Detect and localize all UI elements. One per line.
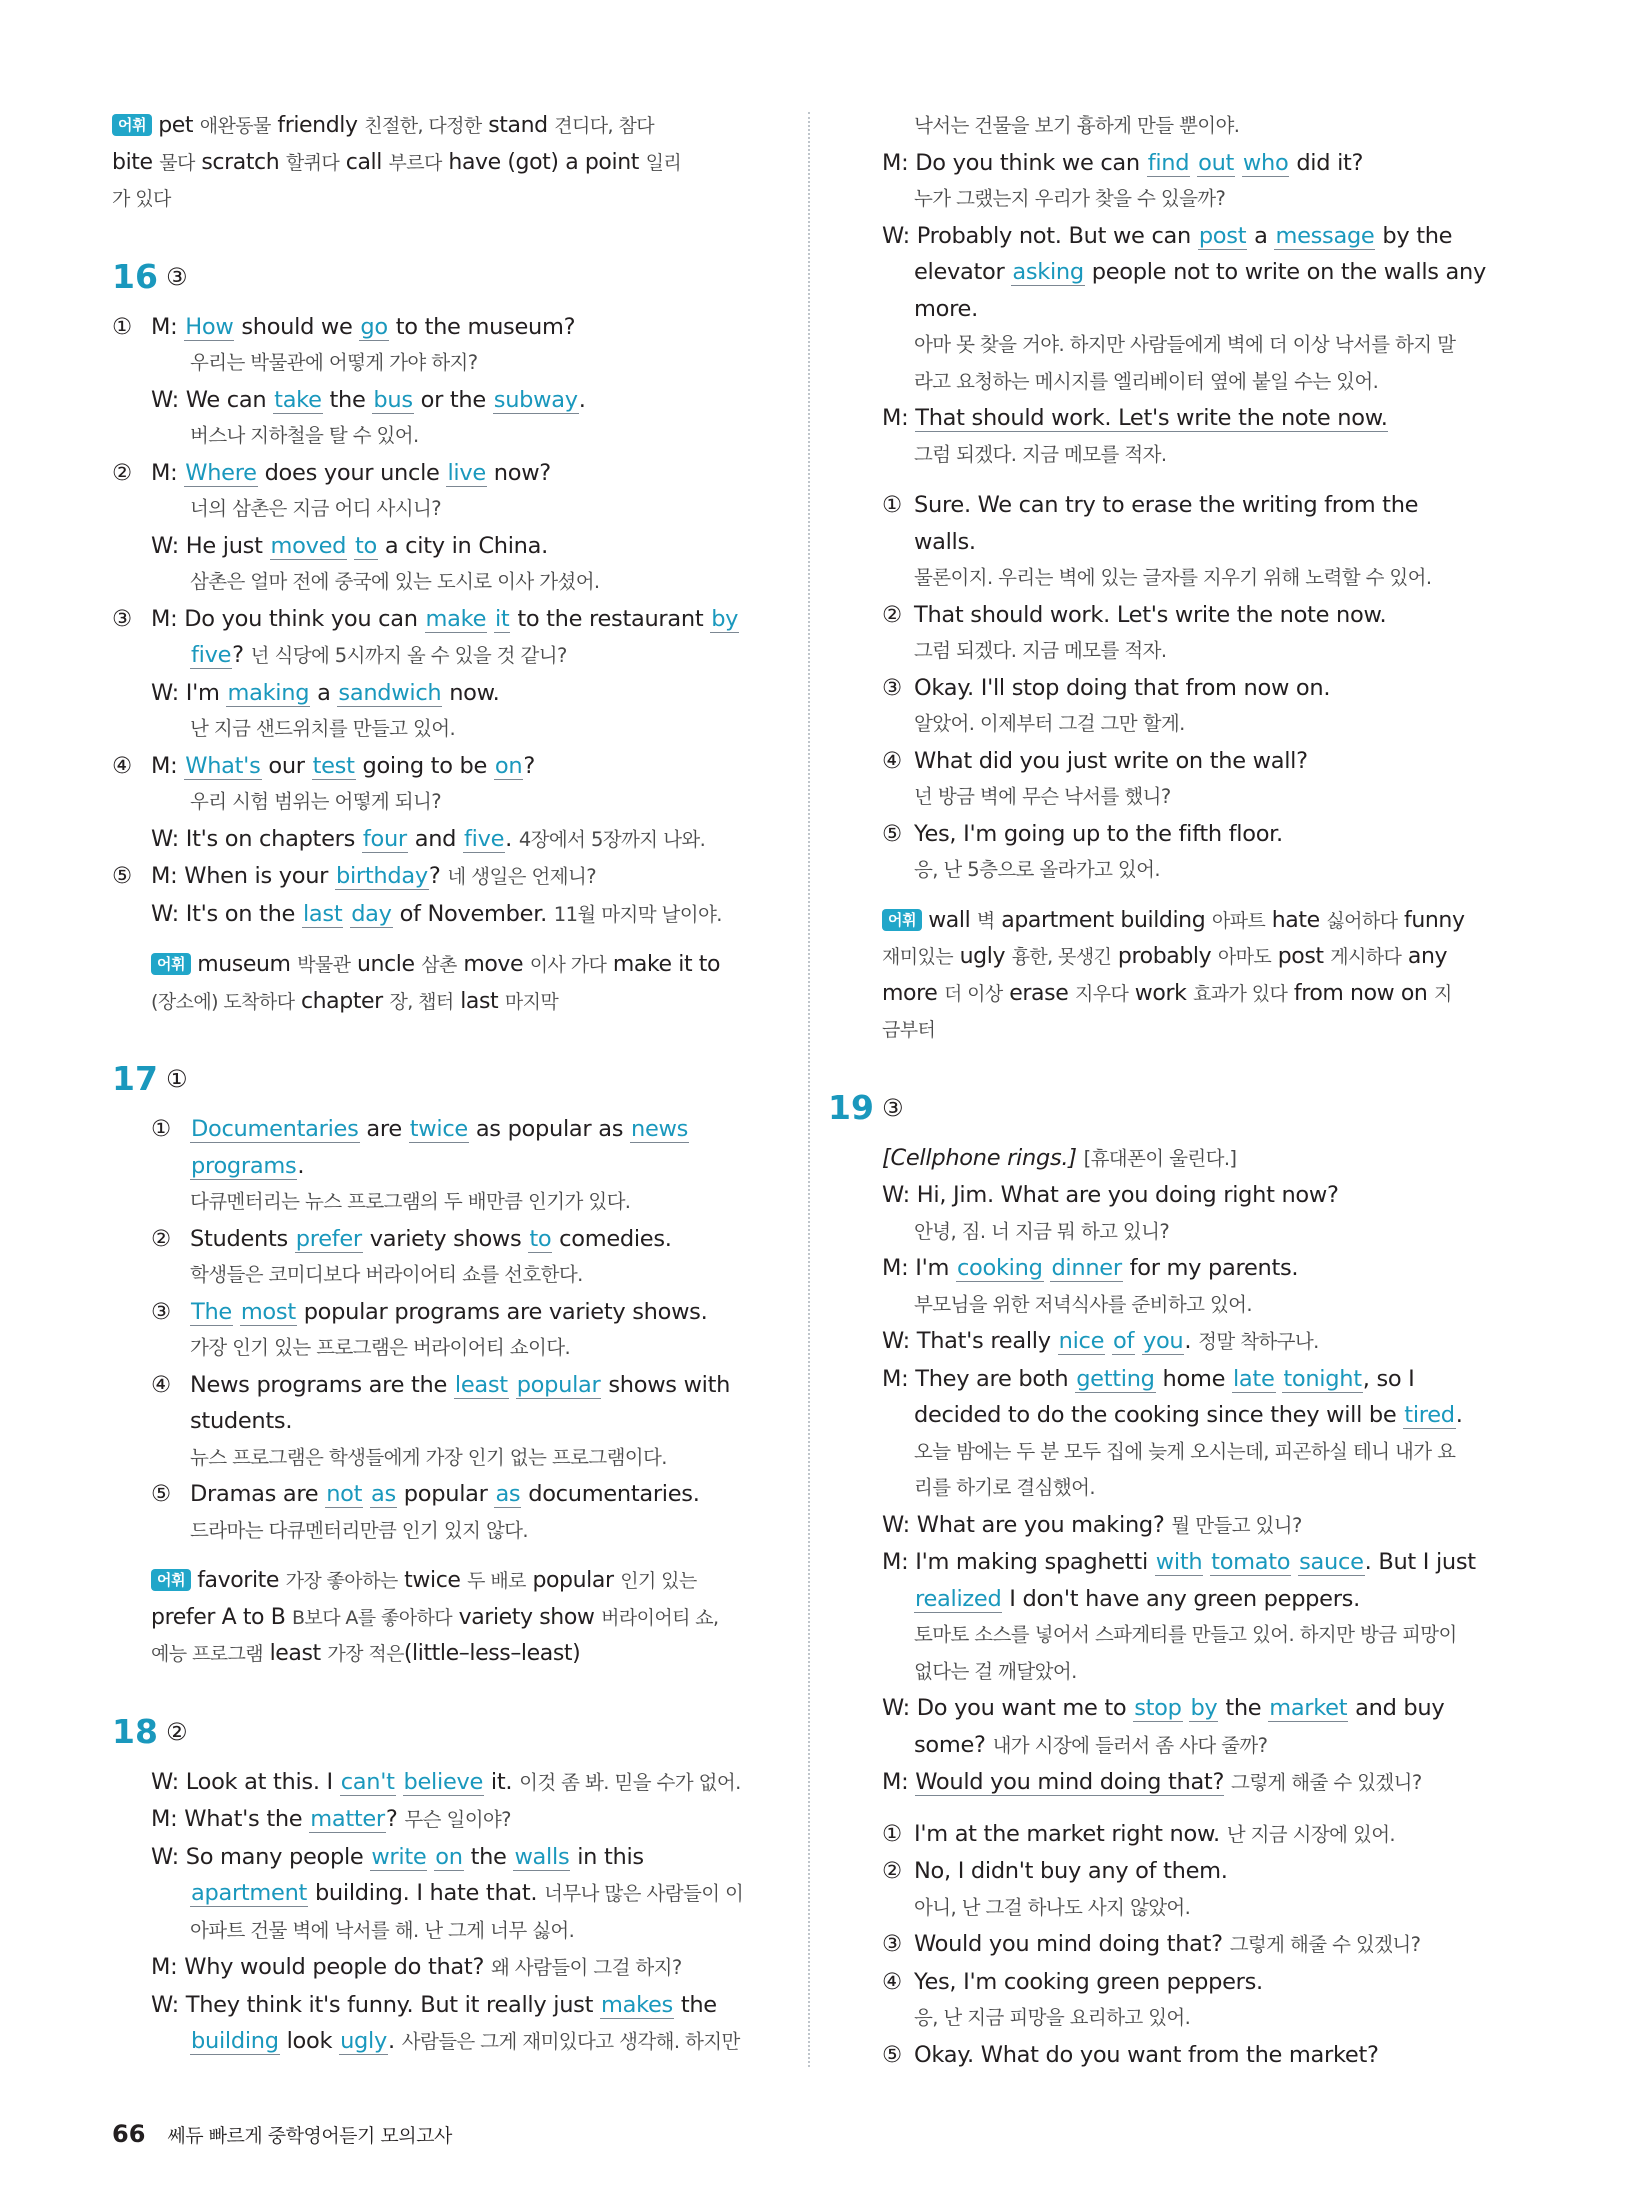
- right-column: [828, 108, 1542, 2073]
- translation: 삼촌은 얼마 전에 중국에 있는 도시로 이사 가셨어.: [190, 570, 600, 593]
- dialogue-line: W: That's really nice of you. 정말 착하구나.: [882, 1328, 1319, 1354]
- translation: 우리 시험 범위는 어떻게 되니?: [190, 790, 441, 813]
- choice-line: ① Sure. We can try to erase the writing from the: [882, 492, 1419, 518]
- dialogue-line: W: It's on chapters four and five. 4장에서 5장까지 나와.: [151, 825, 706, 852]
- dialogue-line: W: I'm making a sandwich now.: [151, 679, 500, 706]
- translation: 버스나 지하철을 탈 수 있어.: [190, 424, 419, 447]
- translation: 가장 인기 있는 프로그램은 버라이어티 쇼이다.: [190, 1336, 571, 1359]
- option-line: ① M: How should we go to the museum?: [112, 313, 576, 340]
- translation: 라고 요청하는 메시지를 엘리베이터 옆에 붙일 수는 있어.: [914, 369, 1379, 393]
- dialogue-line: M: Do you think we can find out who did it?: [882, 149, 1364, 176]
- question-18: [112, 1709, 782, 2061]
- translation: 그럼 되겠다. 지금 메모를 적자.: [914, 442, 1167, 466]
- translation: 드라마는 다큐멘터리만큼 인기 있지 않다.: [190, 1518, 529, 1542]
- translation: 누가 그랬는지 우리가 찾을 수 있을까?: [914, 187, 1226, 210]
- translation: 아파트 건물 벽에 낙서를 해. 난 그게 너무 싫어.: [190, 1918, 575, 1942]
- page-footer: [112, 2120, 452, 2148]
- vocab-box-17: 어휘 favorite 가장 좋아하는 twice 두 배로 popular 인기 있는 prefer A to B B보다 A를 좋아하다 variety show 버라이어티 쇼, 예능 프로그램 least 가장 적은(little–less–least): [151, 1568, 719, 1666]
- dialogue-line: decided to do the cooking since they will be tired.: [914, 1402, 1463, 1428]
- answer-mark: ③: [166, 262, 188, 291]
- option-line: ① Documentaries are twice as popular as news: [151, 1116, 689, 1142]
- question-number: 17: [112, 1059, 158, 1098]
- translation: 넌 방금 벽에 무슨 낙서를 했니?: [914, 785, 1171, 808]
- dialogue-line: M: What's the matter? 무슨 일이야?: [151, 1806, 511, 1832]
- translation: 난 지금 샌드위치를 만들고 있어.: [190, 717, 456, 740]
- page-number: 66: [112, 2120, 146, 2148]
- dialogue-line: W: Hi, Jim. What are you doing right now?: [882, 1182, 1339, 1208]
- answer-mark: ①: [166, 1065, 188, 1093]
- dialogue-line: M: That should work. Let's write the note now.: [882, 405, 1388, 431]
- answer-mark: ②: [166, 1717, 188, 1746]
- column-divider: [808, 112, 810, 2067]
- dialogue-line: W: They think it's funny. But it really just makes the: [151, 1991, 717, 2018]
- option-line: ③ The most popular programs are variety shows.: [151, 1298, 708, 1325]
- option-line: ④ M: What's our test going to be on?: [112, 752, 535, 779]
- translation: 응, 난 5층으로 올라가고 있어.: [914, 858, 1161, 881]
- dialogue-line: more.: [914, 295, 978, 322]
- choice-line: ⑤ Okay. What do you want from the market?: [882, 2041, 1379, 2068]
- dialogue-line: M: I'm cooking dinner for my parents.: [882, 1255, 1299, 1281]
- dialogue-line: realized I don't have any green peppers.: [915, 1585, 1360, 1612]
- translation: 뉴스 프로그램은 학생들에게 가장 인기 없는 프로그램이다.: [190, 1445, 667, 1469]
- dialogue-line: M: Why would people do that? 왜 사람들이 그걸 하지?: [151, 1954, 682, 1980]
- left-column: [112, 108, 782, 2061]
- dialogue-line: five? 넌 식당에 5시까지 올 수 있을 것 같니?: [191, 642, 567, 668]
- dialogue-line: apartment building. I hate that. 너무나 많은 사람들이 이: [191, 1880, 744, 1906]
- translation: 리를 하기로 결심했어.: [914, 1476, 1095, 1499]
- translation: 낙서는 건물을 보기 흉하게 만들 뿐이야.: [914, 114, 1240, 137]
- vocab-badge: 어휘: [882, 909, 922, 931]
- translation: 아마 못 찾을 거야. 하지만 사람들에게 벽에 더 이상 낙서를 하지 말: [914, 333, 1456, 356]
- dialogue-line: W: Do you want me to stop by the market and buy: [882, 1695, 1445, 1721]
- dialogue-line: M: Would you mind doing that? 그렇게 해줄 수 있겠니?: [882, 1769, 1422, 1795]
- vocab-box-18: 어휘 wall 벽 apartment building 아파트 hate 싫어하다 funny 재미있는 ugly 흉한, 못생긴 probably 아마도 post 게시하다 any more 더 이상 erase 지우다 work 효과가 있다 from now on 지 금부터: [882, 907, 1465, 1041]
- question-number: 19: [828, 1087, 874, 1127]
- translation: 토마토 소스를 넣어서 스파게티를 만들고 있어. 하지만 방금 피망이: [914, 1623, 1457, 1646]
- dialogue-line: M: I'm making spaghetti with tomato sauce. But I just: [882, 1549, 1476, 1575]
- question-16: [112, 254, 782, 1021]
- choice-line: ④ Yes, I'm cooking green peppers.: [882, 1968, 1263, 1995]
- choice-line: ② No, I didn't buy any of them.: [882, 1858, 1228, 1884]
- option-line: students.: [190, 1408, 293, 1434]
- dialogue-line: W: So many people write on the walls in this: [151, 1843, 644, 1870]
- dialogue-line: some? 내가 시장에 들러서 좀 사다 줄까?: [914, 1731, 1268, 1758]
- dialogue-line: W: He just moved to a city in China.: [151, 532, 548, 559]
- translation: 물론이지. 우리는 벽에 있는 글자를 지우기 위해 노력할 수 있어.: [914, 566, 1432, 589]
- translation: 알았어. 이제부터 그걸 그만 할게.: [914, 712, 1185, 735]
- question-17: [112, 1056, 782, 1673]
- dialogue-line: M: They are both getting home late tonight, so I: [882, 1365, 1415, 1392]
- option-line: ⑤ M: When is your birthday? 네 생일은 언제니?: [112, 863, 596, 889]
- translation: 학생들은 코미디보다 버라이어티 쇼를 선호한다.: [190, 1263, 583, 1286]
- translation: 다큐멘터리는 뉴스 프로그램의 두 배만큼 인기가 있다.: [190, 1190, 631, 1213]
- option-line: ② M: Where does your uncle live now?: [112, 459, 551, 486]
- dialogue-line: W: Probably not. But we can post a message by the: [882, 222, 1453, 249]
- translation: 안녕, 짐. 너 지금 뭐 하고 있니?: [914, 1219, 1170, 1243]
- translation: 없다는 걸 깨달았어.: [914, 1659, 1077, 1683]
- translation: 부모님을 위한 저녁식사를 준비하고 있어.: [914, 1292, 1253, 1316]
- answer-mark: ③: [882, 1093, 904, 1122]
- choice-line: ③ Would you mind doing that? 그렇게 해줄 수 있겠니?: [882, 1931, 1421, 1957]
- question-18-continued: [882, 108, 1542, 1049]
- option-line: programs.: [191, 1152, 305, 1179]
- translation: 너의 삼촌은 지금 어디 사시니?: [190, 497, 441, 520]
- vocab-box-15: 어휘 pet 애완동물 friendly 친절한, 다정한 stand 견디다, 참다 bite 물다 scratch 할퀴다 call 부르다 have (got) a point 일리 가 있다: [112, 113, 682, 210]
- dialogue-line: [Cellphone rings.] [휴대폰이 울린다.]: [882, 1144, 1237, 1171]
- question-number: 18: [112, 1711, 158, 1751]
- dialogue-line: W: We can take the bus or the subway.: [151, 386, 586, 413]
- vocab-box-16: 어휘 museum 박물관 uncle 삼촌 move 이사 가다 make it to (장소에) 도착하다 chapter 장, 챕터 last 마지막: [151, 952, 721, 1014]
- question-number: 16: [112, 256, 158, 296]
- translation: 그럼 되겠다. 지금 메모를 적자.: [914, 639, 1167, 662]
- choice-line: ① I'm at the market right now. 난 지금 시장에 있어.: [882, 1820, 1396, 1847]
- dialogue-line: W: It's on the last day of November. 11월 마지막 날이야.: [151, 900, 722, 927]
- option-line: ③ M: Do you think you can make it to the restaurant by: [112, 605, 739, 632]
- translation: 오늘 밤에는 두 분 모두 집에 늦게 오시는데, 피곤하실 테니 내가 요: [914, 1439, 1456, 1463]
- option-line: ④ News programs are the least popular shows with: [151, 1371, 731, 1398]
- translation: 응, 난 지금 피망을 요리하고 있어.: [914, 2006, 1191, 2029]
- choice-line: ④ What did you just write on the wall?: [882, 747, 1308, 774]
- vocab-badge: 어휘: [151, 1569, 191, 1591]
- translation: 아니, 난 그걸 하나도 사지 않았어.: [914, 1895, 1191, 1919]
- dialogue-line: building look ugly. 사람들은 그게 재미있다고 생각해. 하지만: [191, 2028, 740, 2054]
- choice-line: walls.: [914, 528, 976, 555]
- vocab-badge: 어휘: [151, 953, 191, 975]
- dialogue-line: W: Look at this. I can't believe it. 이것 좀 봐. 믿을 수가 없어.: [151, 1768, 741, 1795]
- choice-line: ② That should work. Let's write the note now.: [882, 601, 1387, 628]
- translation: 우리는 박물관에 어떻게 가야 하지?: [190, 351, 478, 374]
- question-19: [828, 1085, 1542, 2074]
- option-line: ⑤ Dramas are not as popular as documentaries.: [151, 1481, 700, 1507]
- dialogue-line: elevator asking people not to write on the walls any: [914, 259, 1487, 285]
- vocab-badge: 어휘: [112, 114, 152, 136]
- book-title: 쎄듀 빠르게 중학영어듣기 모의고사: [167, 2125, 452, 2147]
- choice-line: ③ Okay. I'll stop doing that from now on.: [882, 674, 1331, 701]
- dialogue-line: W: What are you making? 뭘 만들고 있니?: [882, 1511, 1302, 1538]
- option-line: ② Students prefer variety shows to comedies.: [151, 1225, 672, 1252]
- choice-line: ⑤ Yes, I'm going up to the fifth floor.: [882, 820, 1283, 847]
